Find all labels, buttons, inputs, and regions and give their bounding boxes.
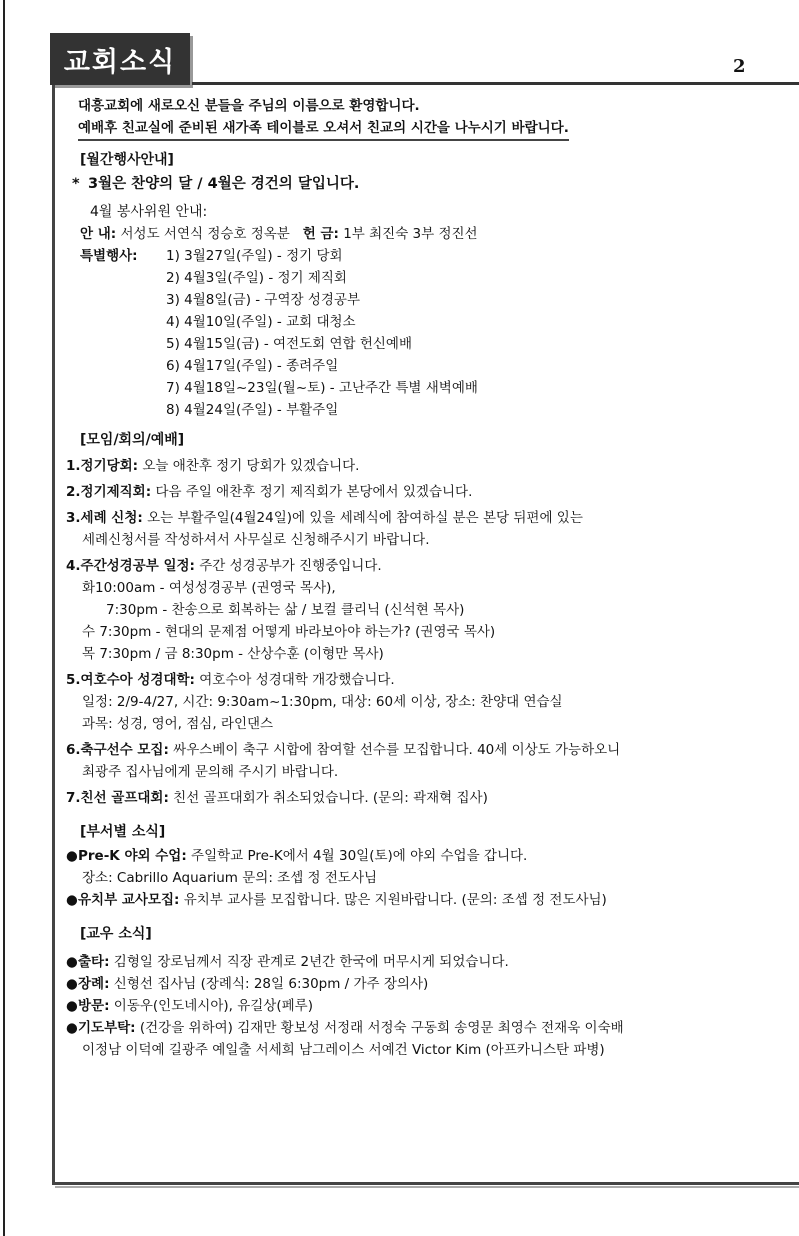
meeting-text: 여호수아 성경대학 개강했습니다. <box>199 672 395 688</box>
event-item: 8) 4월24일(주일) - 부활주일 <box>166 402 339 418</box>
meeting-label: 5.여호수아 성경대학: <box>66 672 195 688</box>
meeting-text-cont: 최광주 집사님에게 문의해 주시기 바랍니다. <box>82 764 339 780</box>
member-text: 김형일 장로님께서 직장 관계로 2년간 한국에 머무시게 되었습니다. <box>113 954 509 970</box>
meeting-label: 4.주간성경공부 일정: <box>66 558 195 574</box>
dept-label: 유치부 교사모집: <box>78 892 180 908</box>
meeting-item <box>66 481 786 503</box>
page-number: 2 <box>733 56 746 77</box>
bullet-icon: ● <box>66 892 78 908</box>
meeting-item <box>66 739 786 783</box>
schedule-line: 목 7:30pm / 금 8:30pm - 산상수훈 (이형만 목사) <box>82 646 384 662</box>
special-events-label: 특별행사: <box>80 248 138 264</box>
meeting-item <box>66 555 786 665</box>
meeting-label: 7.친선 골프대회: <box>66 790 169 806</box>
bullet-icon: ● <box>66 998 78 1014</box>
bullet-icon: ● <box>66 848 78 864</box>
usher-label: 안 내: <box>80 226 117 242</box>
meetings-heading: [모임/회의/예배] <box>80 432 185 448</box>
volunteers-title: 4월 봉사위원 안내: <box>90 204 208 220</box>
schedule-line: 수 7:30pm - 현대의 문제점 어떻게 바라보아야 하는가? (권영국 목사) <box>82 624 496 640</box>
member-label: 장례: <box>78 976 110 992</box>
meeting-item <box>66 507 786 551</box>
monthly-heading: [월간행사안내] <box>80 152 174 168</box>
meeting-label: 1.정기당회: <box>66 458 139 474</box>
meeting-text: 다음 주일 애찬후 정기 제직회가 본당에서 있겠습니다. <box>155 484 473 500</box>
meeting-label: 6.축구선수 모집: <box>66 742 169 758</box>
schedule-line: 7:30pm - 찬송으로 회복하는 삶 / 보컬 클리닉 (신석현 목사) <box>106 602 465 618</box>
member-item <box>66 995 786 1017</box>
meeting-text-cont: 세례신청서를 작성하셔서 사무실로 신청해주시기 바랍니다. <box>82 532 430 548</box>
event-item: 5) 4월15일(금) - 여전도회 연합 헌신예배 <box>166 336 413 352</box>
dept-item <box>66 845 786 889</box>
offering-label: 헌 금: <box>302 226 339 242</box>
offering-names: 1부 최진숙 3부 정진선 <box>343 226 478 242</box>
bullet-icon: ● <box>66 954 78 970</box>
dept-text: 유치부 교사를 모집합니다. 많은 지원바랍니다. (문의: 조셉 정 전도사님) <box>183 892 607 908</box>
welcome-line-2: 예배후 친교실에 준비된 새가족 테이블로 오셔서 친교의 시간을 나누시기 바랍니다. <box>78 117 569 141</box>
member-text: 신형선 집사님 (장례식: 28일 6:30pm / 가주 장의사) <box>113 976 429 992</box>
star-mark: * <box>72 176 80 192</box>
member-text: 이동우(인도네시아), 유길상(페루) <box>113 998 313 1014</box>
member-label: 기도부탁: <box>78 1020 136 1036</box>
bullet-icon: ● <box>66 976 78 992</box>
event-item: 7) 4월18일~23일(월~토) - 고난주간 특별 새벽예배 <box>166 380 478 396</box>
highlight-text: 3월은 찬양의 달 / 4월은 경건의 달입니다. <box>88 176 360 192</box>
member-label: 방문: <box>78 998 110 1014</box>
meeting-text: 오는 부활주일(4월24일)에 있을 세례식에 참여하실 분은 본당 뒤편에 있는 <box>147 510 583 526</box>
meeting-text-cont: 과목: 성경, 영어, 점심, 라인댄스 <box>82 716 274 732</box>
dept-text: 주일학교 Pre-K에서 4월 30일(토)에 야외 수업을 갑니다. <box>191 848 528 864</box>
meeting-text: 주간 성경공부가 진행중입니다. <box>199 558 382 574</box>
dept-item <box>66 889 786 911</box>
page-title: 교회소식 <box>50 33 190 85</box>
meeting-text: 오늘 애찬후 정기 당회가 있겠습니다. <box>142 458 360 474</box>
event-item: 4) 4월10일(주일) - 교회 대청소 <box>166 314 356 330</box>
bullet-icon: ● <box>66 1020 78 1036</box>
meeting-text: 친선 골프대회가 취소되었습니다. (문의: 곽재혁 집사) <box>173 790 488 806</box>
member-label: 출타: <box>78 954 110 970</box>
event-item: 6) 4월17일(주일) - 종려주일 <box>166 358 339 374</box>
bulletin-content <box>66 95 786 1061</box>
member-item <box>66 1017 786 1061</box>
schedule-line: 화10:00am - 여성성경공부 (권영국 목사), <box>82 580 336 596</box>
dept-text-cont: 장소: Cabrillo Aquarium 문의: 조셉 정 전도사님 <box>82 870 378 886</box>
dept-label: Pre-K 야외 수업: <box>78 848 187 864</box>
member-item <box>66 951 786 973</box>
meeting-item <box>66 455 786 477</box>
meeting-label: 2.정기제직회: <box>66 484 152 500</box>
special-events <box>66 245 786 421</box>
event-item: 2) 4월3일(주일) - 정기 제직회 <box>166 270 347 286</box>
welcome-message <box>66 95 786 141</box>
event-item: 3) 4월8일(금) - 구역장 성경공부 <box>166 292 361 308</box>
usher-names: 서성도 서연식 정승호 정옥분 <box>120 226 290 242</box>
meeting-item <box>66 669 786 735</box>
meeting-text-cont: 일정: 2/9-4/27, 시간: 9:30am~1:30pm, 대상: 60세 이상, 장소: 찬양대 연습실 <box>82 694 563 710</box>
frame-shadow <box>55 1186 799 1188</box>
volunteers-row <box>66 223 786 245</box>
members-heading: [교우 소식] <box>80 926 152 942</box>
left-edge-line <box>3 0 5 1236</box>
meeting-label: 3.세례 신청: <box>66 510 143 526</box>
event-item: 1) 3월27일(주일) - 정기 당회 <box>166 248 343 264</box>
member-item <box>66 973 786 995</box>
departments-heading: [부서별 소식] <box>80 824 166 840</box>
monthly-highlight <box>66 173 786 195</box>
welcome-line-1: 대흥교회에 새로오신 분들을 주님의 이름으로 환영합니다. <box>78 98 420 114</box>
member-text: (건강을 위하여) 김재만 황보성 서정래 서정숙 구동희 송영문 최영수 전재욱 이숙배 <box>139 1020 624 1036</box>
member-text-cont: 이정남 이덕예 길광주 예일출 서세희 남그레이스 서예건 Victor Kim (아프카니스탄 파병) <box>82 1042 605 1058</box>
meeting-item <box>66 787 786 809</box>
meeting-text: 싸우스베이 축구 시합에 참여할 선수를 모집합니다. 40세 이상도 가능하오니 <box>173 742 621 758</box>
